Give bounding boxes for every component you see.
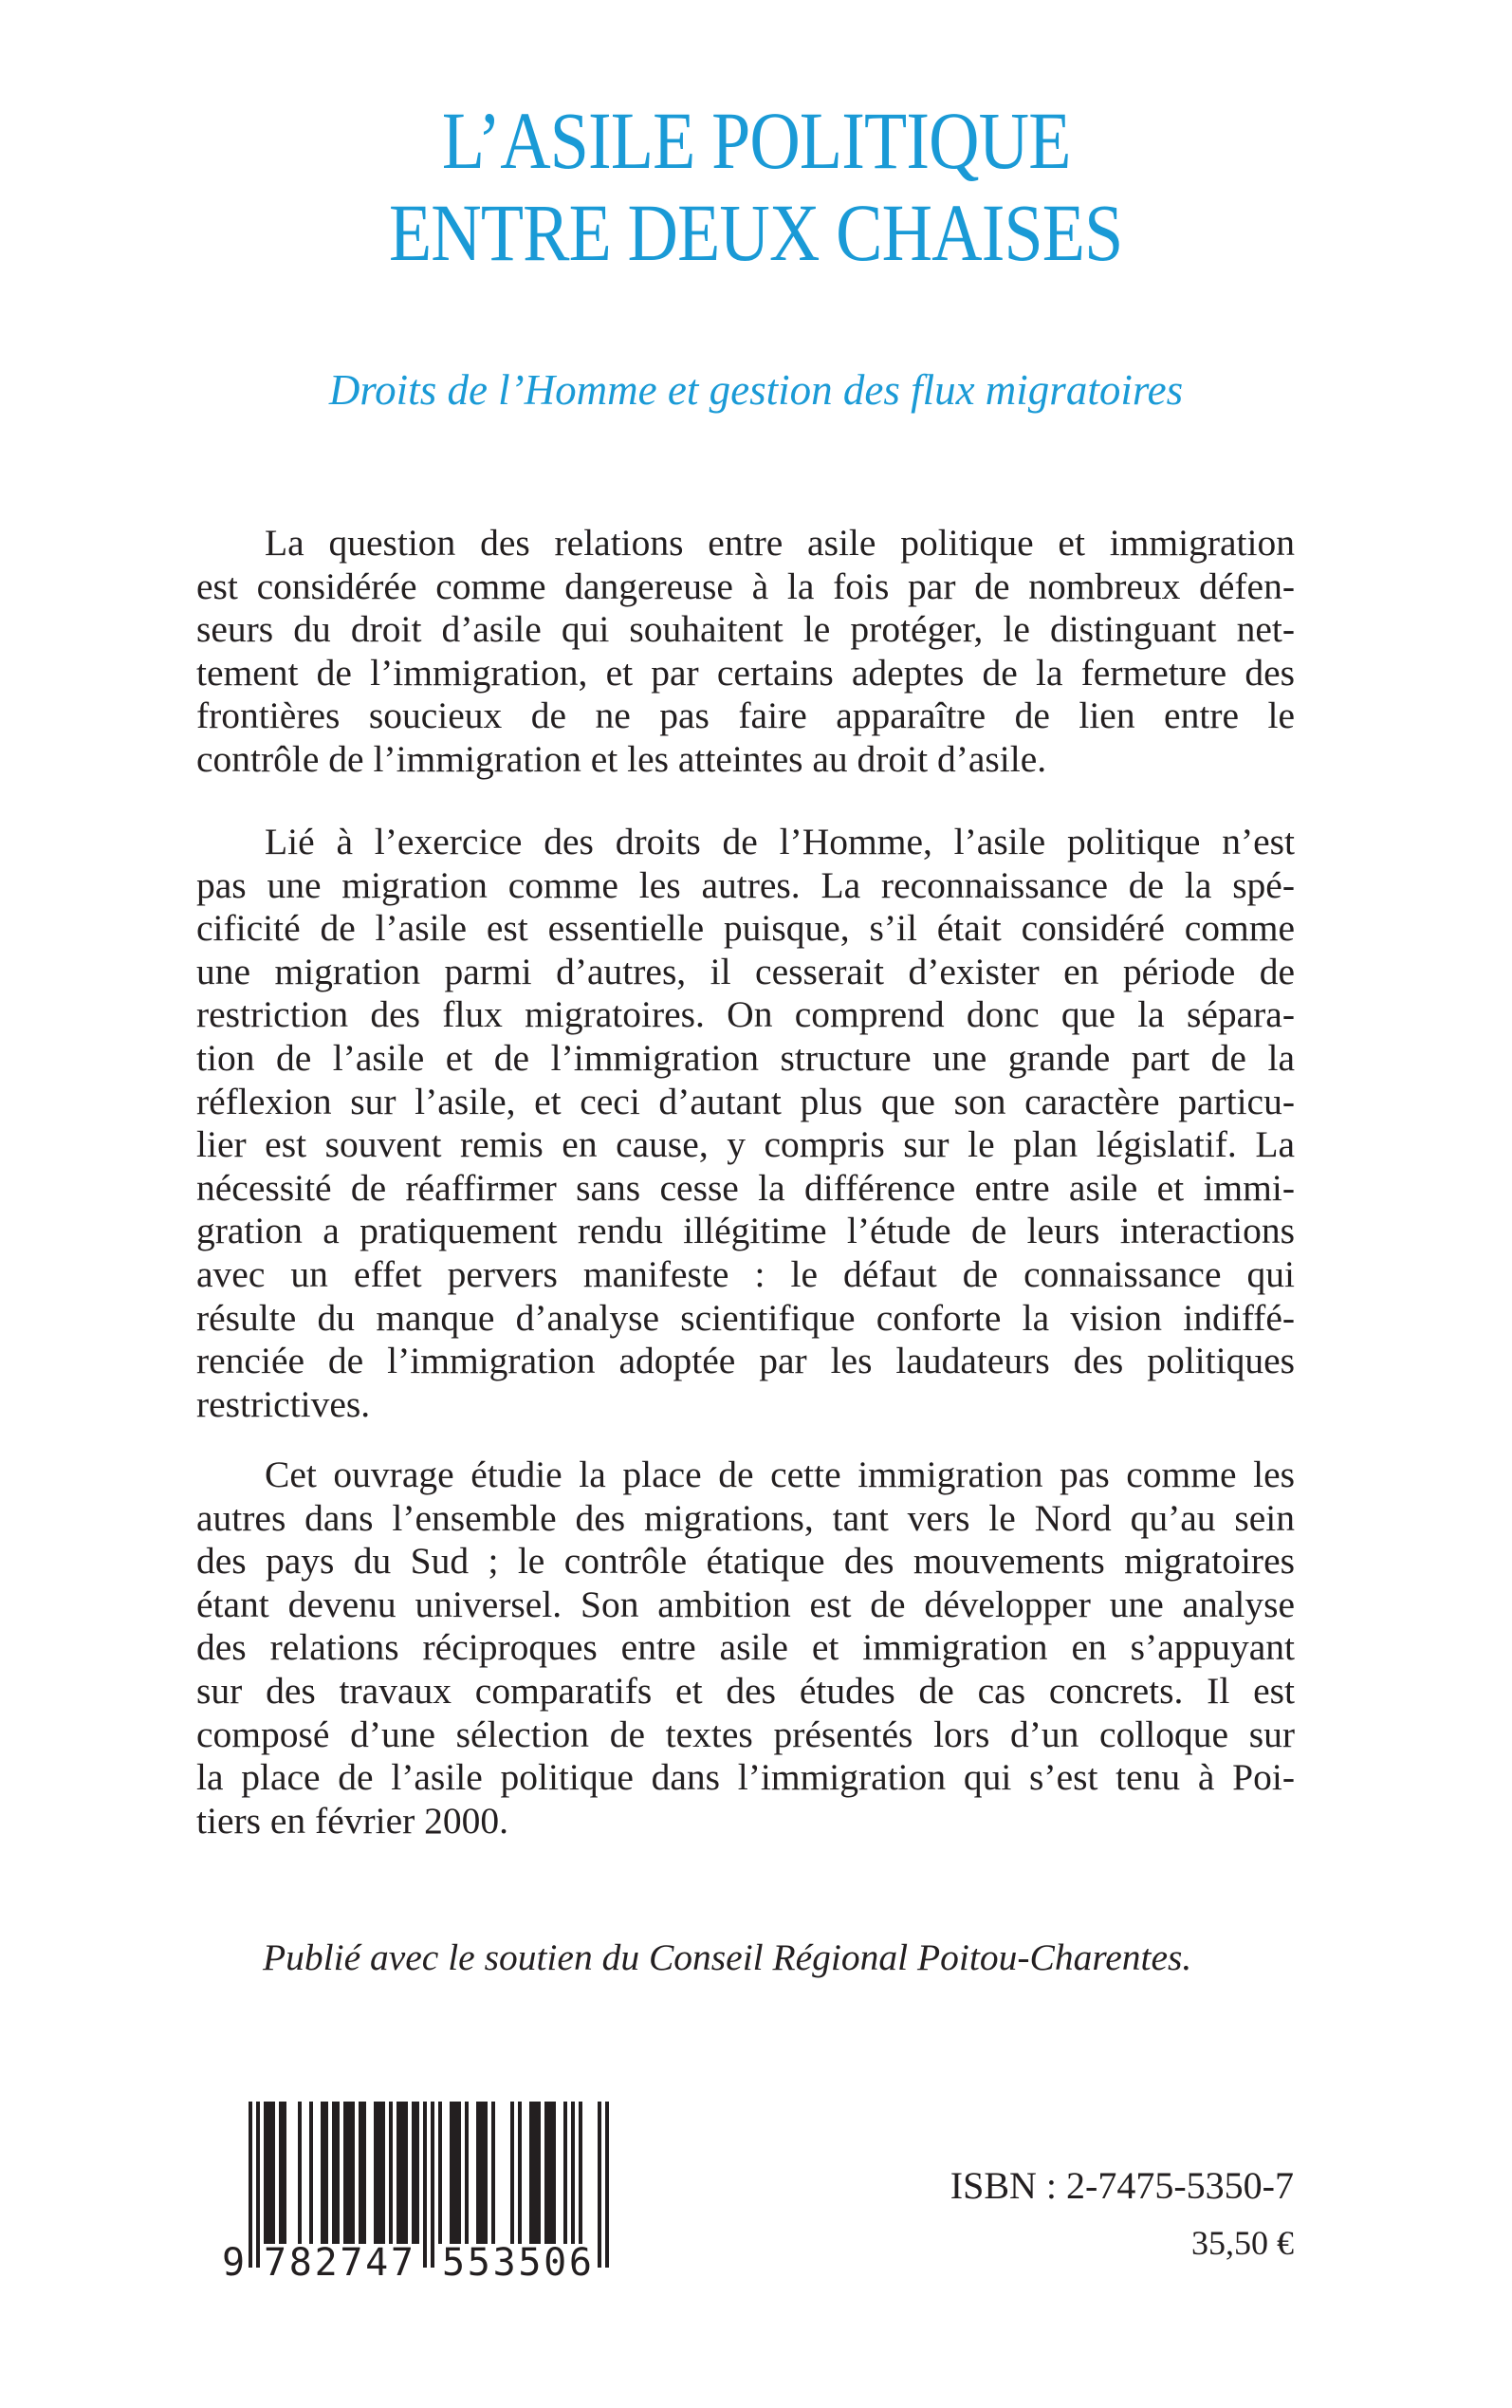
barcode-bar [359,2102,362,2244]
barcode-bar [480,2102,484,2244]
barcode-bar [465,2102,469,2244]
text-line: des relations réciproques entre asile et immigration en s’appuyant [196,1626,1295,1669]
text-line: tion de l’asile et de l’immigration structure une grande part de la [196,1036,1295,1079]
barcode-bar [381,2102,385,2244]
barcode-bar [438,2102,442,2244]
text-line: étant devenu universel. Son ambition est de développer une analyse [196,1583,1295,1625]
text-line: sur des travaux comparatifs et des études de cas concrets. Il est [196,1669,1295,1712]
text-line: cificité de l’asile est essentielle puisque, s’il était considéré comme [196,907,1295,950]
text-line: autres dans l’ensemble des migrations, tant vers le Nord qu’au sein [196,1496,1295,1539]
barcode-bar [533,2102,537,2244]
isbn-barcode [220,2102,637,2277]
text-line: lier est souvent remis en cause, y compris sur le plan législatif. La [196,1123,1295,1166]
barcode-bar [404,2102,408,2244]
barcode-bar [571,2102,575,2244]
title-line-1: L’ASILE POLITIQUE [441,95,1071,186]
barcode-bar [529,2102,533,2244]
barcode-bar [552,2102,556,2244]
price: 35,50 € [1191,2224,1294,2262]
text-line: pas une migration comme les autres. La reconnaissance de la spé- [196,863,1295,906]
paragraph-1 [196,522,1295,782]
barcode-bar [423,2102,427,2268]
text-line: La question des relations entre asile politique et immigration [265,522,1295,564]
text-line: réflexion sur l’asile, et ceci d’autant plus que son caractère particu- [196,1080,1295,1122]
barcode-bar [605,2102,609,2268]
barcode-bar [491,2102,495,2244]
barcode-bar [579,2102,582,2244]
text-line: Lié à l’exercice des droits de l’Homme, l’asile politique n’est [265,821,1295,862]
barcode-bar [453,2102,457,2244]
barcode-bar [347,2102,351,2244]
barcode-bar [256,2102,260,2268]
text-line: restriction des flux migratoires. On comprend donc que la sépara- [196,993,1295,1036]
barcode-bar [332,2102,336,2244]
barcode-bar [249,2102,252,2268]
barcode-bar [309,2102,313,2244]
subtitle: Droits de l’Homme et gestion des flux migratoires [328,366,1184,414]
barcode-bar [563,2102,567,2244]
text-line: renciée de l’immigration adoptée par les laudateurs des politiques [196,1340,1295,1382]
barcode-bar [336,2102,340,2244]
barcode-bar [412,2102,415,2244]
barcode-bar [324,2102,328,2244]
text-line: une migration parmi d’autres, il cesserait d’exister en période de [196,950,1295,992]
text-line: des pays du Sud ; le contrôle étatique des mouvements migratoires [196,1540,1295,1583]
barcode-bar [415,2102,419,2244]
barcode-bar [484,2102,488,2244]
barcode-bar [518,2102,522,2244]
barcode-bar [389,2102,393,2244]
title-line-2: ENTRE DEUX CHAISES [389,187,1123,278]
barcode-bar [343,2102,347,2244]
text-line: résulte du manque d’analyse scientifique conforte la vision indiffé- [196,1296,1295,1339]
barcode-digits-right: 553506 [442,2241,592,2277]
text-line: frontières soucieux de ne pas faire apparaître de lien entre le [196,695,1295,737]
barcode-digits-left: 782747 [264,2241,414,2277]
barcode-bar [457,2102,461,2244]
text-line: est considérée comme dangereuse à la fois par de nombreux défen- [196,565,1295,607]
barcode-bar [374,2102,378,2244]
isbn-number: ISBN : 2-7475-5350-7 [950,2164,1294,2207]
paragraph-2 [196,821,1295,1426]
barcode-bar [431,2102,434,2268]
text-line: contrôle de l’immigration et les atteintes au droit d’asile. [196,737,1047,780]
text-line: la place de l’asile politique dans l’immigration qui s’est tenu à Poi- [196,1756,1295,1799]
text-line: Cet ouvrage étudie la place de cette immigration pas comme les [265,1454,1295,1495]
barcode-bar [362,2102,366,2244]
barcode-bar [510,2102,514,2244]
barcode-bar [544,2102,548,2244]
text-line: gration a pratiquement rendu illégitime l’étude de leurs interactions [196,1210,1295,1252]
barcode-bar [298,2102,302,2244]
barcode-bar [267,2102,271,2244]
text-line: nécessité de réaffirmer sans cesse la différence entre asile et immi- [196,1166,1295,1209]
barcode-bar [537,2102,541,2244]
barcode-bar [450,2102,453,2244]
text-line: composé d’une sélection de textes présentés lors d’un colloque sur [196,1713,1295,1755]
barcode-bar [476,2102,480,2244]
barcode-bar [283,2102,286,2244]
barcode-bar [321,2102,324,2244]
barcode-bar [279,2102,283,2244]
text-line: seurs du droit d’asile qui souhaitent le protéger, le distinguant net- [196,608,1295,651]
text-line: avec un effet pervers manifeste : le défaut de connaissance qui [196,1252,1295,1295]
barcode-bar [378,2102,381,2244]
barcode-bar [271,2102,275,2244]
barcode-bar [351,2102,355,2244]
text-line: tiers en février 2000. [196,1799,509,1842]
publication-credit: Publié avec le soutien du Conseil Régional Poitou-Charentes. [263,1936,1192,1978]
barcode-bar [548,2102,552,2244]
barcode-bar [396,2102,400,2244]
barcode-bar [264,2102,267,2244]
barcode-digits-first: 9 [222,2241,246,2277]
text-line: tement de l’immigration, et par certains adeptes de la fermeture des [196,651,1295,694]
barcode-bar [400,2102,404,2244]
paragraph-3 [196,1454,1295,1843]
text-line: restrictives. [196,1382,371,1425]
barcode-bar [598,2102,601,2268]
